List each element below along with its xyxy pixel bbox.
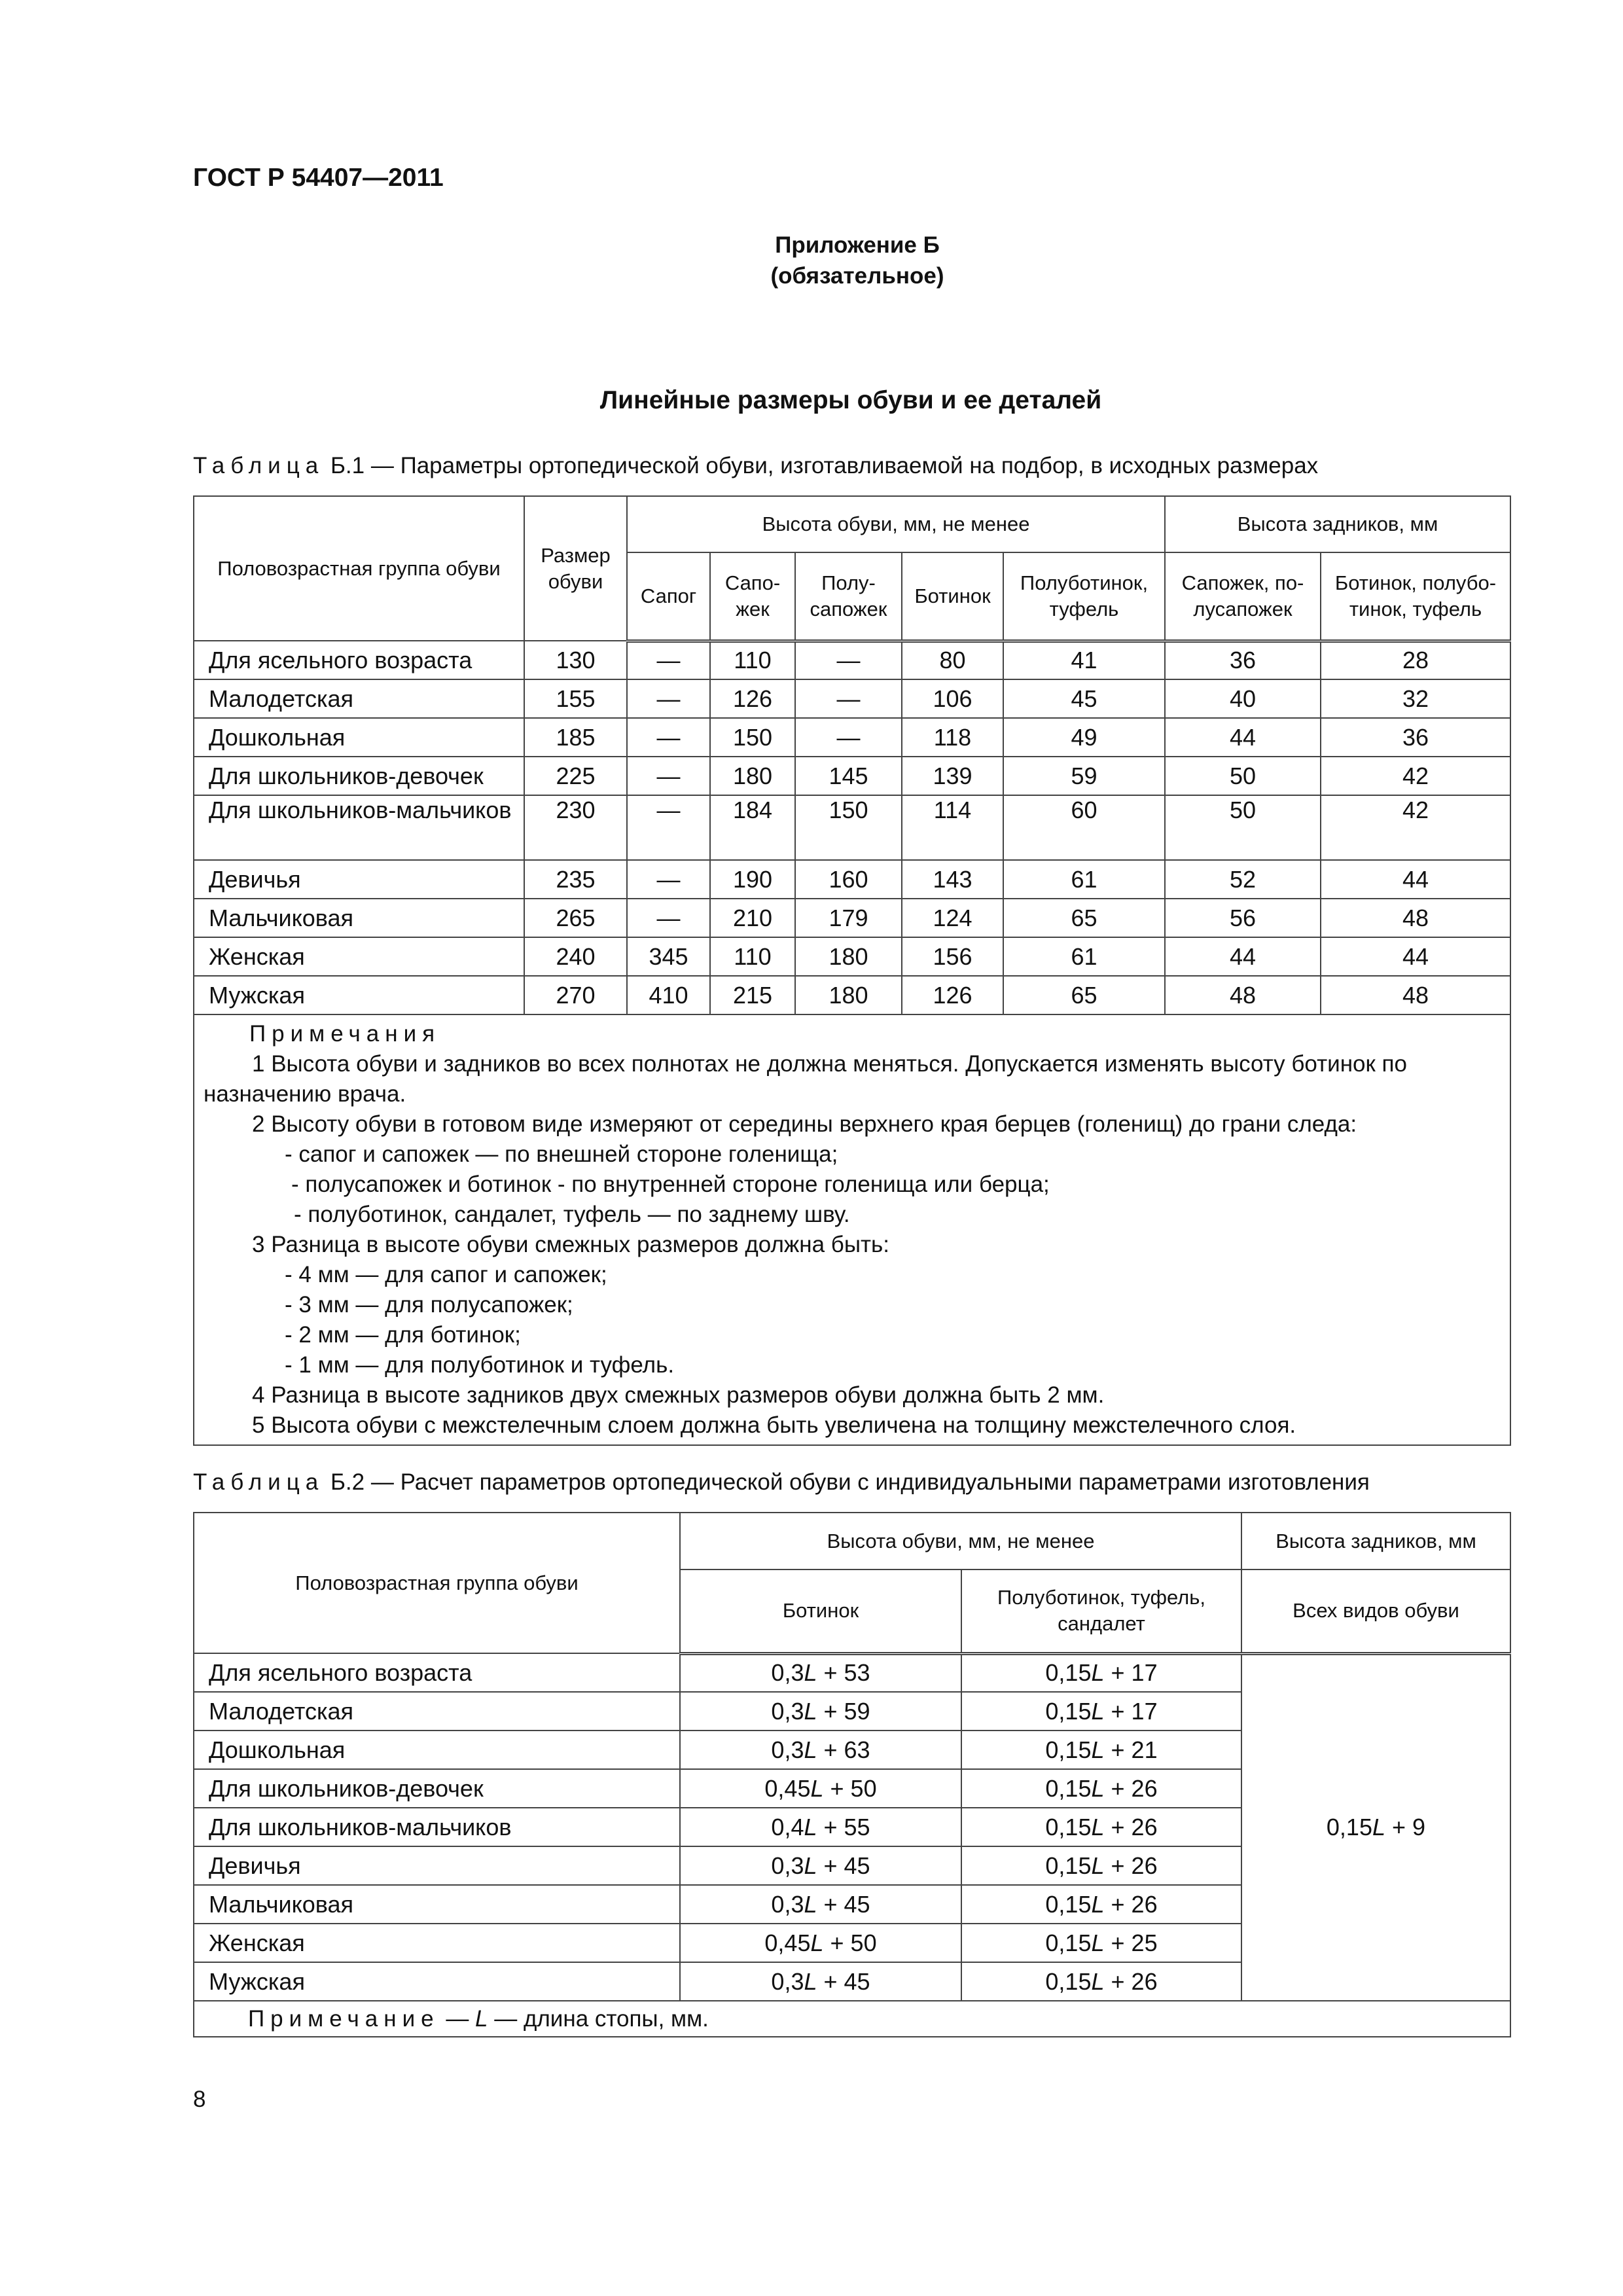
table-cell: 36 — [1165, 641, 1321, 679]
formula-var: L — [804, 1736, 817, 1763]
table-cell: 52 — [1165, 860, 1321, 899]
formula-var: L — [810, 1929, 824, 1956]
table-cell: 50 — [1165, 757, 1321, 795]
formula-var: L — [804, 1813, 817, 1840]
table-cell: 56 — [1165, 899, 1321, 937]
table-cell: 65 — [1003, 899, 1165, 937]
row-label: Дошкольная — [194, 718, 524, 757]
notes-heading: Примечания — [249, 1021, 441, 1047]
formula-cell — [961, 1962, 1241, 2001]
formula-var: L — [1091, 1929, 1105, 1956]
formula-cell — [961, 1692, 1241, 1731]
table-cell: 110 — [710, 641, 795, 679]
row-label: Для ясельного возраста — [194, 641, 524, 679]
appendix-subtitle: (обязательное) — [770, 263, 944, 289]
formula-var: L — [1091, 1659, 1105, 1687]
table-row — [194, 1653, 1510, 1692]
formula-cell — [680, 1692, 961, 1731]
note-item: 2 Высоту обуви в готовом виде измеряют от середины верхнего края берцев (голенищ) до грани следа: — [252, 1111, 1357, 1137]
note-subitem: - 3 мм — для полусапожек; — [285, 1292, 573, 1318]
table-cell: 60 — [1003, 795, 1165, 860]
t1-subheader: Сапожек, по-лусапожек — [1165, 552, 1321, 641]
table-cell: 61 — [1003, 860, 1165, 899]
table-cell: — — [627, 641, 710, 679]
table1 — [193, 495, 1511, 1446]
table-cell: — — [795, 641, 902, 679]
table-cell: 114 — [902, 795, 1003, 860]
formula-var: L — [804, 1697, 817, 1725]
table-row — [194, 937, 1510, 976]
t2-header-shoe: Полуботинок, туфель, сандалет — [961, 1570, 1241, 1653]
table-cell: 190 — [710, 860, 795, 899]
formula-rest: + 63 — [817, 1736, 870, 1763]
table2 — [193, 1512, 1511, 2037]
table-cell: 225 — [524, 757, 627, 795]
table-cell: 235 — [524, 860, 627, 899]
table1-notes — [194, 1014, 1510, 1445]
formula-coef: 0,15 — [1045, 1890, 1092, 1918]
table-cell: 48 — [1321, 976, 1510, 1014]
table-cell: 28 — [1321, 641, 1510, 679]
formula-cell — [961, 1924, 1241, 1962]
row-label: Малодетская — [194, 1692, 680, 1731]
table2-caption-text: Б.2 — Расчет параметров ортопедической обуви с индивидуальными параметрами изготовления — [324, 1469, 1370, 1495]
formula-cell — [680, 1885, 961, 1924]
table-cell: 106 — [902, 679, 1003, 718]
t1-header-height: Высота обуви, мм, не менее — [627, 496, 1165, 552]
t1-subheader: Ботинок, полубо-тинок, туфель — [1321, 552, 1510, 641]
formula-cell — [961, 1769, 1241, 1808]
formula-coef: 0,15 — [1045, 1967, 1092, 1995]
table-cell: 210 — [710, 899, 795, 937]
formula-var: L — [1091, 1852, 1105, 1879]
table-cell: — — [627, 860, 710, 899]
table-cell: 42 — [1321, 757, 1510, 795]
table-cell: 44 — [1321, 860, 1510, 899]
formula-coef: 0,3 — [771, 1697, 804, 1725]
formula-coef: 0,3 — [771, 1890, 804, 1918]
formula-rest: + 21 — [1104, 1736, 1158, 1763]
table-row — [194, 976, 1510, 1014]
row-label: Малодетская — [194, 679, 524, 718]
table-cell: — — [627, 679, 710, 718]
note-subitem: - 4 мм — для сапог и сапожек; — [285, 1262, 607, 1287]
table-cell: — — [627, 795, 710, 860]
formula-rest: + 25 — [1104, 1929, 1158, 1956]
formula-coef: 0,15 — [1045, 1659, 1092, 1687]
formula-var: L — [1091, 1774, 1105, 1802]
table-cell: 32 — [1321, 679, 1510, 718]
formula-var: L — [804, 1967, 817, 1995]
row-label: Мальчиковая — [194, 899, 524, 937]
table-cell: 150 — [795, 795, 902, 860]
t1-header-heel-height: Высота задников, мм — [1165, 496, 1510, 552]
table-cell: 150 — [710, 718, 795, 757]
row-label: Для школьников-мальчиков — [194, 795, 524, 860]
formula-coef: 0,15 — [1045, 1736, 1092, 1763]
table-row — [194, 679, 1510, 718]
note-item: 4 Разница в высоте задников двух смежных размеров обуви должна быть 2 мм. — [252, 1382, 1105, 1408]
heel-formula-cell — [1241, 1653, 1510, 2001]
note-item: 3 Разница в высоте обуви смежных размеров должна быть: — [252, 1232, 889, 1257]
formula-rest: + 45 — [817, 1967, 870, 1995]
table-cell: — — [627, 899, 710, 937]
table-cell: 44 — [1165, 937, 1321, 976]
formula-rest: + 17 — [1104, 1659, 1158, 1687]
table-row — [194, 860, 1510, 899]
t1-header-size: Размер обуви — [524, 496, 627, 641]
formula-var: L — [810, 1774, 824, 1802]
t1-subheader: Ботинок — [902, 552, 1003, 641]
table2-caption — [193, 1469, 1370, 1496]
formula-cell — [961, 1885, 1241, 1924]
note-subitem: - полуботинок, сандалет, туфель — по заднему шву. — [294, 1202, 850, 1227]
table-cell: 180 — [795, 937, 902, 976]
formula-rest: + 59 — [817, 1697, 870, 1725]
table-cell: 184 — [710, 795, 795, 860]
note-subitem: - 1 мм — для полуботинок и туфель. — [285, 1352, 675, 1378]
formula-cell — [961, 1653, 1241, 1692]
row-label: Дошкольная — [194, 1731, 680, 1769]
formula-cell — [680, 1924, 961, 1962]
table-cell: 410 — [627, 976, 710, 1014]
row-label: Женская — [194, 937, 524, 976]
table-cell: 59 — [1003, 757, 1165, 795]
formula-cell — [680, 1731, 961, 1769]
table-cell: 345 — [627, 937, 710, 976]
row-label: Для школьников-девочек — [194, 757, 524, 795]
row-label: Мальчиковая — [194, 1885, 680, 1924]
note-subitem: - полусапожек и ботинок - по внутренней стороне голенища или берца; — [291, 1172, 1050, 1197]
table-cell: 40 — [1165, 679, 1321, 718]
table-cell: 265 — [524, 899, 627, 937]
formula-coef: 0,15 — [1045, 1697, 1092, 1725]
table-cell: — — [627, 757, 710, 795]
table-cell: 44 — [1165, 718, 1321, 757]
formula-cell — [680, 1962, 961, 2001]
table-cell: 49 — [1003, 718, 1165, 757]
table-cell: 139 — [902, 757, 1003, 795]
formula-coef: 0,15 — [1045, 1774, 1092, 1802]
note-item: 1 Высота обуви и задников во всех полнотах не должна меняться. Допускается изменять высоту ботинок по назначению врача. — [204, 1051, 1407, 1107]
formula-rest: + 26 — [1104, 1813, 1158, 1840]
formula-coef: 0,3 — [771, 1852, 804, 1879]
table-cell: 48 — [1165, 976, 1321, 1014]
table1-caption — [193, 453, 1318, 479]
t2-header-height: Высота обуви, мм, не менее — [680, 1513, 1241, 1570]
table-cell: 44 — [1321, 937, 1510, 976]
table-row — [194, 718, 1510, 757]
row-label: Для школьников-мальчиков — [194, 1808, 680, 1846]
formula-rest: + 26 — [1104, 1967, 1158, 1995]
table-cell: 160 — [795, 860, 902, 899]
section-title: Линейные размеры обуви и ее деталей — [599, 386, 1102, 414]
formula-cell — [961, 1731, 1241, 1769]
t2-header-boot: Ботинок — [680, 1570, 961, 1653]
formula-var: L — [1091, 1967, 1105, 1995]
note-var: L — [475, 2005, 488, 2032]
note-subitem: - 2 мм — для ботинок; — [285, 1322, 521, 1348]
table-cell: 65 — [1003, 976, 1165, 1014]
row-label: Мужская — [194, 976, 524, 1014]
formula-coef: 0,15 — [1045, 1852, 1092, 1879]
t1-subheader: Полуботинок, туфель — [1003, 552, 1165, 641]
table-cell: 156 — [902, 937, 1003, 976]
formula-cell — [680, 1808, 961, 1846]
table-cell: 155 — [524, 679, 627, 718]
table-row — [194, 641, 1510, 679]
formula-cell — [680, 1846, 961, 1885]
note-label: Примечание — [248, 2005, 440, 2032]
table-cell: 61 — [1003, 937, 1165, 976]
formula-var: L — [804, 1659, 817, 1687]
table-cell: 180 — [710, 757, 795, 795]
formula-rest: + 55 — [817, 1813, 870, 1840]
formula-coef: 0,45 — [764, 1774, 811, 1802]
table1-caption-text: Б.1 — Параметры ортопедической обуви, изготавливаемой на подбор, в исходных размерах — [324, 453, 1319, 478]
table-cell: 126 — [902, 976, 1003, 1014]
table-row — [194, 757, 1510, 795]
note-subitem: - сапог и сапожек — по внешней стороне голенища; — [285, 1141, 838, 1167]
formula-cell — [961, 1808, 1241, 1846]
appendix-title: Приложение Б — [775, 232, 940, 258]
table-cell: 45 — [1003, 679, 1165, 718]
table-cell: 80 — [902, 641, 1003, 679]
formula-var: L — [1091, 1697, 1105, 1725]
row-label: Женская — [194, 1924, 680, 1962]
table1-caption-label: Таблица — [193, 453, 325, 478]
formula-var: L — [1091, 1890, 1105, 1918]
formula-coef: 0,3 — [771, 1967, 804, 1995]
formula-var: L — [1091, 1813, 1105, 1840]
formula-rest: + 26 — [1104, 1852, 1158, 1879]
formula-var: L — [1091, 1736, 1105, 1763]
t2-header-group: Половозрастная группа обуви — [194, 1513, 680, 1653]
t1-subheader: Сапо-жек — [710, 552, 795, 641]
table-cell: 126 — [710, 679, 795, 718]
table-cell: 48 — [1321, 899, 1510, 937]
row-label: Мужская — [194, 1962, 680, 2001]
row-label: Девичья — [194, 860, 524, 899]
table2-caption-label: Таблица — [193, 1469, 325, 1495]
t1-subheader: Полу-сапожек — [795, 552, 902, 641]
table-cell: 179 — [795, 899, 902, 937]
formula-rest: + 50 — [823, 1929, 877, 1956]
formula-rest: + 26 — [1104, 1890, 1158, 1918]
table-row — [194, 795, 1510, 860]
formula-rest: + 45 — [817, 1852, 870, 1879]
formula-coef: 0,3 — [771, 1736, 804, 1763]
formula-cell — [961, 1846, 1241, 1885]
formula-coef: 0,3 — [771, 1659, 804, 1687]
table-cell: — — [795, 679, 902, 718]
t2-header-all: Всех видов обуви — [1241, 1570, 1510, 1653]
row-label: Для школьников-девочек — [194, 1769, 680, 1808]
formula-coef: 0,15 — [1045, 1929, 1092, 1956]
formula-coef: 0,4 — [771, 1813, 804, 1840]
page-number: 8 — [193, 2087, 206, 2112]
formula-coef: 0,15 — [1326, 1814, 1372, 1841]
table-cell: 118 — [902, 718, 1003, 757]
formula-coef: 0,45 — [764, 1929, 811, 1956]
table-cell: 36 — [1321, 718, 1510, 757]
table-cell: 180 — [795, 976, 902, 1014]
formula-rest: + 26 — [1104, 1774, 1158, 1802]
table-cell: 143 — [902, 860, 1003, 899]
table-cell: 110 — [710, 937, 795, 976]
table-cell: 42 — [1321, 795, 1510, 860]
formula-var: L — [804, 1852, 817, 1879]
table-cell: 145 — [795, 757, 902, 795]
row-label: Девичья — [194, 1846, 680, 1885]
table-cell: 124 — [902, 899, 1003, 937]
t2-header-heel-height: Высота задников, мм — [1241, 1513, 1510, 1570]
table-cell: 41 — [1003, 641, 1165, 679]
table-cell: 240 — [524, 937, 627, 976]
table-cell: 215 — [710, 976, 795, 1014]
formula-var: L — [1372, 1814, 1386, 1841]
table-row — [194, 899, 1510, 937]
formula-var: L — [804, 1890, 817, 1918]
document-code: ГОСТ Р 54407—2011 — [193, 164, 444, 192]
formula-rest: + 50 — [823, 1774, 877, 1802]
table-cell: 185 — [524, 718, 627, 757]
t1-header-group: Половозрастная группа обуви — [194, 496, 524, 641]
formula-cell — [680, 1653, 961, 1692]
note-text: — длина стопы, мм. — [488, 2005, 709, 2032]
formula-coef: 0,15 — [1045, 1813, 1092, 1840]
table-cell: — — [795, 718, 902, 757]
table-cell: — — [627, 718, 710, 757]
formula-rest: + 45 — [817, 1890, 870, 1918]
table2-note: Примечание — L — длина стопы, мм. — [194, 2001, 1510, 2037]
note-item: 5 Высота обуви с межстелечным слоем должна быть увеличена на толщину межстелечного слоя. — [252, 1412, 1296, 1438]
formula-rest: + 53 — [817, 1659, 870, 1687]
formula-rest: + 9 — [1385, 1814, 1426, 1841]
table-cell: 50 — [1165, 795, 1321, 860]
t1-subheader: Сапог — [627, 552, 710, 641]
formula-rest: + 17 — [1104, 1697, 1158, 1725]
table-cell: 270 — [524, 976, 627, 1014]
table-cell: 130 — [524, 641, 627, 679]
table-cell: 230 — [524, 795, 627, 860]
row-label: Для ясельного возраста — [194, 1653, 680, 1692]
formula-cell — [680, 1769, 961, 1808]
